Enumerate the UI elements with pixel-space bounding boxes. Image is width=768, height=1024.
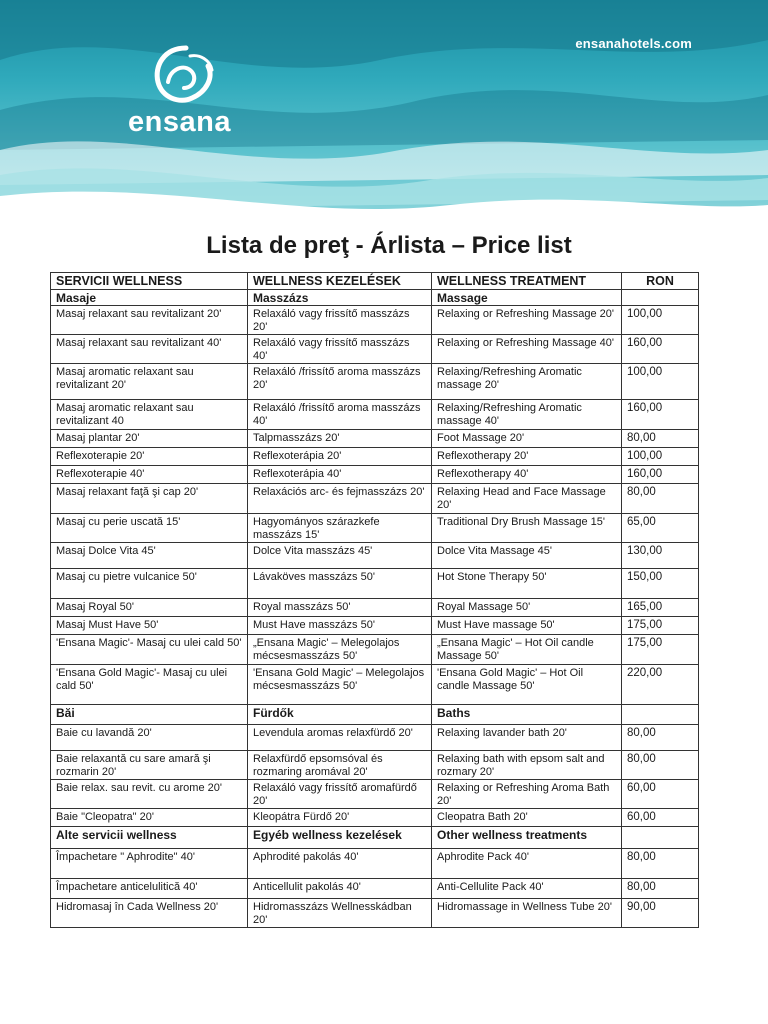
cell-hu: Royal masszázs 50' [248, 599, 432, 617]
table-row [51, 599, 699, 617]
cell-price: 80,00 [622, 849, 699, 879]
cell-price: 160,00 [622, 335, 699, 364]
header-price: RON [622, 273, 699, 290]
table-row [51, 400, 699, 430]
cell-en: Relaxing Head and Face Massage 20' [432, 484, 622, 514]
cell-price: 100,00 [622, 364, 699, 400]
cell-hu: „Ensana Magic' – Melegolajos mécsesmasszázs 50' [248, 635, 432, 665]
cell-en: Hidromassage in Wellness Tube 20' [432, 899, 622, 928]
cell-hu: Hidromasszázs Wellnesskádban 20' [248, 899, 432, 928]
cell-hu: Levendula aromas relaxfürdő 20' [248, 725, 432, 751]
cell-price: 80,00 [622, 725, 699, 751]
table-row [51, 780, 699, 809]
cell-ro: Masaj aromatic relaxant sau revitalizant 40 [51, 400, 248, 430]
cell-price [622, 705, 699, 725]
cell-hu: Relaxfürdő epsomsóval és rozmaring aromával 20' [248, 751, 432, 780]
cell-price: 130,00 [622, 543, 699, 569]
cell-ro: Masaj Royal 50' [51, 599, 248, 617]
cell-en: Relaxing bath with epsom salt and rozmary 20' [432, 751, 622, 780]
header-hu: WELLNESS KEZELÉSEK [248, 273, 432, 290]
cell-en: Royal Massage 50' [432, 599, 622, 617]
cell-price: 60,00 [622, 809, 699, 827]
cell-hu: Egyéb wellness kezelések [248, 827, 432, 849]
cell-en: Must Have massage 50' [432, 617, 622, 635]
cell-price: 175,00 [622, 617, 699, 635]
cell-price: 80,00 [622, 879, 699, 899]
cell-ro: Masaj relaxant faţă şi cap 20' [51, 484, 248, 514]
table-row [51, 879, 699, 899]
cell-en: Foot Massage 20' [432, 430, 622, 448]
cell-price: 220,00 [622, 665, 699, 705]
cell-price: 80,00 [622, 484, 699, 514]
cell-en: Aphrodite Pack 40' [432, 849, 622, 879]
cell-en: Cleopatra Bath 20' [432, 809, 622, 827]
cell-hu: Must Have masszázs 50' [248, 617, 432, 635]
cell-hu: Talpmasszázs 20' [248, 430, 432, 448]
table-row [51, 484, 699, 514]
cell-ro: Baie relaxantă cu sare amară şi rozmarin 20' [51, 751, 248, 780]
cell-ro: Reflexoterapie 40' [51, 466, 248, 484]
cell-ro: Masaj aromatic relaxant sau revitalizant 20' [51, 364, 248, 400]
cell-ro: Masaje [51, 289, 248, 306]
cell-en: Baths [432, 705, 622, 725]
cell-ro: Masaj relaxant sau revitalizant 20' [51, 306, 248, 335]
cell-hu: 'Ensana Gold Magic' – Melegolajos mécsesmasszázs 50' [248, 665, 432, 705]
cell-ro: Masaj Dolce Vita 45' [51, 543, 248, 569]
cell-en: Reflexotherapy 20' [432, 448, 622, 466]
cell-hu: Relaxáló vagy frissítő aromafürdő 20' [248, 780, 432, 809]
section-row [51, 289, 699, 306]
cell-en: Relaxing or Refreshing Massage 40' [432, 335, 622, 364]
table-row [51, 448, 699, 466]
cell-ro: Baie "Cleopatra" 20' [51, 809, 248, 827]
cell-ro: Masaj plantar 20' [51, 430, 248, 448]
table-row [51, 665, 699, 705]
cell-en: Relaxing lavander bath 20' [432, 725, 622, 751]
table-header-row [51, 273, 699, 290]
cell-price: 100,00 [622, 448, 699, 466]
cell-ro: Băi [51, 705, 248, 725]
cell-ro: Alte servicii wellness [51, 827, 248, 849]
cell-ro: Masaj cu pietre vulcanice 50' [51, 569, 248, 599]
website-url: ensanahotels.com [575, 36, 692, 51]
cell-ro: Reflexoterapie 20' [51, 448, 248, 466]
cell-ro: Împachetare " Aphrodite" 40' [51, 849, 248, 879]
table-row [51, 635, 699, 665]
cell-hu: Relaxáló vagy frissítő masszázs 40' [248, 335, 432, 364]
cell-hu: Relaxáló vagy frissítő masszázs 20' [248, 306, 432, 335]
cell-ro: Baie cu lavandă 20' [51, 725, 248, 751]
table-row [51, 617, 699, 635]
cell-en: Other wellness treatments [432, 827, 622, 849]
cell-en: 'Ensana Gold Magic' – Hot Oil candle Massage 50' [432, 665, 622, 705]
cell-price: 60,00 [622, 780, 699, 809]
cell-ro: Baie relax. sau revit. cu arome 20' [51, 780, 248, 809]
table-row [51, 430, 699, 448]
table-body [51, 289, 699, 928]
ensana-logo-icon [150, 44, 222, 106]
header-en: WELLNESS TREATMENT [432, 273, 622, 290]
cell-ro: 'Ensana Magic'- Masaj cu ulei cald 50' [51, 635, 248, 665]
cell-price: 80,00 [622, 430, 699, 448]
cell-price [622, 289, 699, 306]
cell-en: Anti-Cellulite Pack 40' [432, 879, 622, 899]
header-ro: SERVICII WELLNESS [51, 273, 248, 290]
cell-price: 100,00 [622, 306, 699, 335]
cell-en: Reflexotherapy 40' [432, 466, 622, 484]
cell-hu: Kleopátra Fürdő 20' [248, 809, 432, 827]
cell-en: Hot Stone Therapy 50' [432, 569, 622, 599]
table-row [51, 899, 699, 928]
cell-price: 65,00 [622, 514, 699, 543]
cell-hu: Fürdők [248, 705, 432, 725]
table-row [51, 306, 699, 335]
cell-hu: Anticellulit pakolás 40' [248, 879, 432, 899]
cell-price: 165,00 [622, 599, 699, 617]
cell-ro: 'Ensana Gold Magic'- Masaj cu ulei cald 50' [51, 665, 248, 705]
cell-hu: Dolce Vita masszázs 45' [248, 543, 432, 569]
cell-ro: Masaj cu perie uscată 15' [51, 514, 248, 543]
price-table [50, 272, 699, 928]
cell-en: Traditional Dry Brush Massage 15' [432, 514, 622, 543]
table-row [51, 751, 699, 780]
cell-hu: Lávaköves masszázs 50' [248, 569, 432, 599]
table-row [51, 809, 699, 827]
table-row [51, 569, 699, 599]
document-title: Lista de preţ - Árlista – Price list [206, 232, 572, 259]
cell-hu: Masszázs [248, 289, 432, 306]
cell-price: 90,00 [622, 899, 699, 928]
table-row [51, 364, 699, 400]
cell-price: 160,00 [622, 400, 699, 430]
table-row [51, 849, 699, 879]
cell-en: Relaxing/Refreshing Aromatic massage 20' [432, 364, 622, 400]
cell-hu: Relaxációs arc- és fejmasszázs 20' [248, 484, 432, 514]
cell-hu: Relaxáló /frissítő aroma masszázs 20' [248, 364, 432, 400]
cell-price: 175,00 [622, 635, 699, 665]
table-row [51, 335, 699, 364]
cell-ro: Împachetare anticelulitică 40' [51, 879, 248, 899]
cell-hu: Reflexoterápia 20' [248, 448, 432, 466]
cell-en: „Ensana Magic' – Hot Oil candle Massage 50' [432, 635, 622, 665]
cell-hu: Relaxáló /frissítő aroma masszázs 40' [248, 400, 432, 430]
cell-en: Relaxing or Refreshing Aroma Bath 20' [432, 780, 622, 809]
wave-background [0, 0, 768, 222]
cell-price [622, 827, 699, 849]
cell-en: Relaxing or Refreshing Massage 20' [432, 306, 622, 335]
cell-price: 150,00 [622, 569, 699, 599]
brand-name: ensana [128, 106, 231, 138]
cell-en: Dolce Vita Massage 45' [432, 543, 622, 569]
table-row [51, 514, 699, 543]
cell-en: Relaxing/Refreshing Aromatic massage 40' [432, 400, 622, 430]
section-row [51, 827, 699, 849]
cell-ro: Masaj relaxant sau revitalizant 40' [51, 335, 248, 364]
cell-price: 160,00 [622, 466, 699, 484]
cell-hu: Reflexoterápia 40' [248, 466, 432, 484]
table-row [51, 725, 699, 751]
cell-hu: Aphrodité pakolás 40' [248, 849, 432, 879]
table-row [51, 466, 699, 484]
header-banner [0, 0, 768, 222]
section-row [51, 705, 699, 725]
cell-price: 80,00 [622, 751, 699, 780]
cell-ro: Hidromasaj în Cada Wellness 20' [51, 899, 248, 928]
cell-ro: Masaj Must Have 50' [51, 617, 248, 635]
table-row [51, 543, 699, 569]
cell-en: Massage [432, 289, 622, 306]
cell-hu: Hagyományos szárazkefe masszázs 15' [248, 514, 432, 543]
